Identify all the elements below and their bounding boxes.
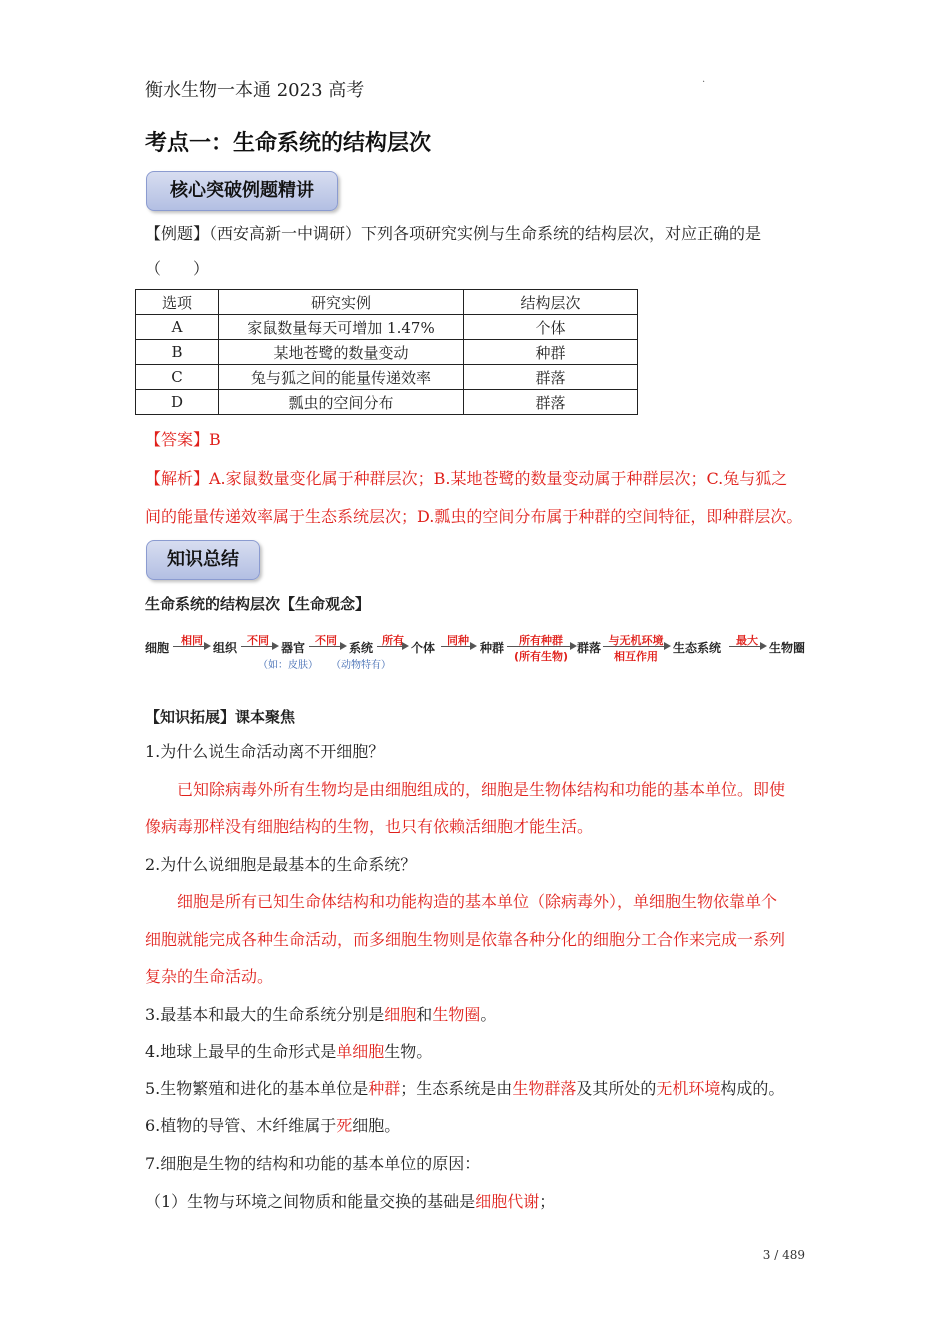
example-question [145,223,761,245]
chain-node: 器官 [281,641,306,655]
chain-node: 细胞 [145,641,170,655]
chain-arrow [309,646,345,647]
example-table [135,289,638,415]
table-cell: 兔与狐之间的能量传递效率 [219,365,464,390]
chain-node: 组织 [213,641,238,655]
chain-label: 不同 [315,634,337,647]
table-cell: B [136,340,219,365]
q5-text: 及其所处的 [576,1079,657,1098]
table-cell: 某地苍鹭的数量变动 [219,340,464,365]
q1-answer-line2: 像病毒那样没有细胞结构的生物，也只有依赖活细胞才能生活。 [145,817,594,836]
chain-node: 群落 [577,641,602,655]
table-cell: 家鼠数量每天可增加 1.47% [219,315,464,340]
table-row [136,365,638,390]
q3-text: 3.最基本和最大的生命系统分别是 [145,1005,385,1024]
chain-label: 相同 [181,634,203,647]
q3-text: 。 [480,1005,497,1024]
q5-text: 5.生物繁殖和进化的基本单位是 [145,1079,369,1098]
chain-label-below: (所有生物) [513,650,569,663]
running-header: 衡水生物一本通 2023 高考 [145,80,365,101]
chain-label: 同种 [447,634,469,647]
q7-1-text: （1）生物与环境之间物质和能量交换的基础是 [145,1192,476,1211]
q3-key2: 生物圈 [432,1005,481,1024]
chain-arrow [603,646,669,647]
chain-node: 生物圈 [769,641,806,655]
chain-label-below: 相互作用 [614,650,658,663]
chain-arrow [241,646,277,647]
chain-node: 系统 [349,641,374,655]
table-cell: 个体 [464,315,638,340]
q3-text: 和 [416,1005,433,1024]
q3-line [145,1004,496,1026]
q2-answer-line1: 细胞是所有已知生命体结构和功能构造的基本单位（除病毒外），单细胞生物依靠单个 [177,892,778,911]
table-header: 选项 [136,290,219,315]
answer: 【答案】B [145,430,221,449]
q6-text: 6.植物的导管、木纤维属于 [145,1116,337,1135]
chain-node: 种群 [480,641,505,655]
table-row [136,390,638,415]
table-cell: C [136,365,219,390]
q7-1-text: ； [539,1192,556,1211]
q5-key1: 种群 [368,1079,401,1098]
table-header: 研究实例 [219,290,464,315]
q5-line [145,1078,784,1100]
q5-text: 构成的。 [720,1079,785,1098]
hierarchy-chain [145,626,815,674]
expand-title: 【知识拓展】课本聚焦 [145,708,296,726]
analysis-line2: 间的能量传递效率属于生态系统层次；D.瓢虫的空间分布属于种群的空间特征，即种群层次。 [145,507,803,526]
section-title: 考点一：生命系统的结构层次 [145,131,432,156]
badge-summary: 知识总结 [146,540,260,580]
table-cell: 种群 [464,340,638,365]
table-cell: A [136,315,219,340]
chain-label: 最大 [736,634,758,647]
chain-label: 所有种群 [519,634,563,647]
table-row [136,340,638,365]
q4-text: 4.地球上最早的生命形式是 [145,1042,337,1061]
chain-note: （如：皮肤） [258,660,318,671]
table-header-row [136,290,638,315]
q4-key1: 单细胞 [336,1042,385,1061]
analysis-line1: 【解析】A.家鼠数量变化属于种群层次；B.某地苍鹭的数量变动属于种群层次；C.兔与狐之 [145,469,788,488]
table-cell: 瓢虫的空间分布 [219,390,464,415]
q7-question: 7.细胞是生物的结构和功能的基本单位的原因： [145,1154,481,1173]
chain-arrow [441,646,475,647]
example-text: （西安高新一中调研）下列各项研究实例与生命系统的结构层次，对应正确的是 [209,224,762,243]
table-cell: 群落 [464,390,638,415]
chain-label: 所有 [382,634,404,647]
chain-note: （动物特有） [331,660,391,671]
chain-arrow [173,646,209,647]
chain-arrow [729,646,765,647]
q2-answer-line2: 细胞就能完成各种生命活动，而多细胞生物则是依靠各种分化的细胞分工合作来完成一系列 [145,930,786,949]
example-paren: （ ） [145,259,210,278]
chain-node: 生态系统 [673,641,722,655]
example-prefix: 【例题】 [145,224,210,243]
q7-1-line [145,1191,555,1213]
q2-question: 2.为什么说细胞是最基本的生命系统？ [145,855,417,874]
chain-arrow [507,646,575,647]
chain-arrow [377,646,407,647]
table-row [136,315,638,340]
q6-text: 细胞。 [352,1116,401,1135]
table-cell: D [136,390,219,415]
q1-question: 1.为什么说生命活动离不开细胞？ [145,742,385,761]
q3-key1: 细胞 [384,1005,417,1024]
table-header: 结构层次 [464,290,638,315]
table-cell: 群落 [464,365,638,390]
chain-node: 个体 [411,641,436,655]
q4-line [145,1041,432,1063]
q5-key3: 无机环境 [656,1079,721,1098]
q6-line [145,1115,400,1137]
badge-example: 核心突破例题精讲 [146,171,338,211]
q6-key1: 死 [336,1116,353,1135]
page-number: 3 / 489 [762,1248,805,1262]
q2-answer-line3: 复杂的生命活动。 [145,967,274,986]
q1-answer-line1: 已知除病毒外所有生物均是由细胞组成的，细胞是生物体结构和功能的基本单位。即使 [177,780,786,799]
chain-label: 与无机环境 [608,634,664,647]
header-dot: . [702,74,706,85]
q5-key2: 生物群落 [512,1079,577,1098]
summary-title: 生命系统的结构层次【生命观念】 [145,595,371,613]
q5-text: ；生态系统是由 [400,1079,513,1098]
q7-1-key1: 细胞代谢 [475,1192,540,1211]
q4-text: 生物。 [384,1042,433,1061]
chain-label: 不同 [247,634,269,647]
